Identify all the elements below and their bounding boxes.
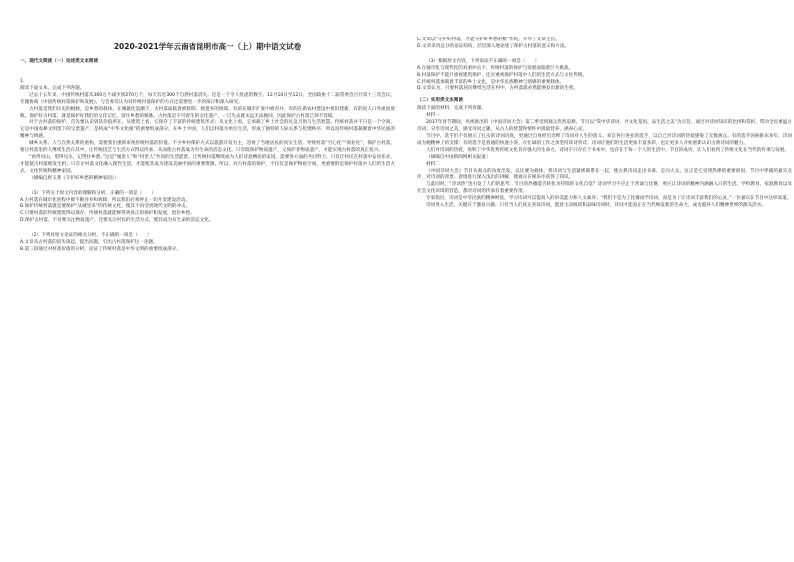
- option: D.文章认为，只要村落居民继续生活在村中，古村落就必然能焕发出新的生机。: [417, 86, 579, 92]
- left-column: [20, 40, 395, 562]
- option: B.村落保护不能只重视建筑保护，还应重视保护村落中人们的生活方式与文化传统。: [417, 72, 587, 78]
- instructions: 阅读下面文本，完成下列各题。: [20, 85, 85, 91]
- passage-paragraph: 对于古村落的保护，首先要认识到其价值所在。从建筑上看，它保存了丰富的传统建筑形式；从文化上看，它承载了乡土社会的礼仪习俗与生活智慧。传统村落并不只是一个空间，它是中国农耕文明留下的宝贵遗产，是构成“中华文化根”的重要组成部分。在乡土中国，人们以村落为单位生活，形成了独特的人际关系与伦理秩序，所以说传统村落凝聚着中华民族的精神与情感。: [20, 120, 395, 140]
- material-paragraph: 人们对诗词的热爱，说明了中华优秀传统文化具有强大的生命力。诗词不只存在于书本中，也存在于每一个人的生活中。节目的成功，让人们看到了传统文化在当代的传承与发展。: [426, 147, 789, 153]
- source-note: （摘编自唐玉著《守护好乡愁的精神家园》）: [29, 175, 119, 181]
- right-column: [417, 37, 792, 562]
- option: D.保护古村落，不仅要关注物质遗产，还要关注村民的生活方式，使其成为有生命的活态文化。: [20, 218, 214, 224]
- material-paragraph: 《中国诗词大会》节目从观众的角度出发，以比赛为载体，将诗词与生活紧密联系在一起，使古典诗词走出书斋、走向大众，这正是它受到热捧的重要原因。节目中穿插的嘉宾点评，对诗词的背景、意境进行深入浅出的讲解，使观众在娱乐中获得了知识。: [417, 168, 792, 181]
- option: A.古村落在城市化进程中被不断吞并和拆除，所以我们必须停止一切开发建设活动。: [20, 197, 190, 203]
- instructions: 阅读下面的材料，完成下列各题。: [417, 106, 486, 112]
- section-heading-1: 一、现代文阅读（一）论述类文本阅读: [20, 59, 99, 64]
- option: C.文章以“守护好村落，才能守护好乡愁的根”作结，升华了文章主旨。: [417, 37, 560, 42]
- option: C.传统村落承载着丰富的乡土文化，是中华民族精神与情感的重要载体。: [417, 79, 565, 85]
- exam-title: 2020-2021学年云南省昆明市高一（上）期中语文试卷: [113, 42, 302, 51]
- material-label: 材料二: [426, 161, 440, 167]
- passage-paragraph: 古村落是我们历史的根脉，是乡愁的载体。在城镇化浪潮下，古村落面临着被拆除、被遗弃的困境，有的在城市扩张中被吞并，有的在新农村建设中拆旧建新，有的因人口外流而衰败。保护好古村落，就是保护好我们的文化记忆，留住乡愁的根脉。古村落是不可再生的文化遗产，一旦失去就永远无法挽回，因此保护古村落已刻不容缓。: [20, 106, 395, 119]
- question-3: （3）根据原文内容，下列说法不正确的一项是（ ）: [426, 58, 540, 64]
- option: A.文章从古村落的消失谈起，提出问题，引出古村落保护这一论题。: [20, 240, 158, 246]
- option: B.第三段通过对村落价值的分析，论证了传统村落是中华文明的重要组成部分。: [20, 246, 181, 252]
- option: B.保护传统村落就是要保护“从城里来”的传统文化，使其不再受到现代文明的冲击。: [20, 204, 191, 210]
- material-paragraph: 2017年春节期间，央视推出的《中国诗词大会》第二季受到观众热烈追捧。节目以“赏中华诗词、寻文化基因、品生活之美”为宗旨，通过对诗词知识的比拼和赏析，带动全民重温古诗词，分享诗词之美，感受诗词之趣，从古人的智慧和情怀中汲取营养，涵养心灵。: [417, 120, 792, 133]
- question-1: （1）下列关于原文内容的理解和分析，正确的一项是（ ）: [29, 190, 156, 196]
- passage-paragraph: 过去十五年来，中国传统村落从360万个减少到270万个，每天有近300个自然村落消失。这是一个令人忧虑的数字。12月10日至12日，全国政协十二届常委会召开第十三次会议，专题协商《中国传统村落保护和发展》，与会委员认为对传统村落保护的方式还需要进一步的探讨和深入研究。: [20, 92, 395, 105]
- question-number: 1.: [20, 79, 25, 84]
- material-paragraph: 节目中，选手们不仅展示了扎实的诗词功底，更通过自身经历诠释了诗词对人生的意义。来自各行各业的选手，以自己对诗词的热爱感染了无数观众。有的选手因病卧床多年，诗词成为她精神上的支撑；有的选手是普通的快递小哥，在忙碌的工作之余坚持读诗背诗。诗词让他们的生活更加丰富多彩，也让更多人开始重新认识古典诗词的魅力。: [417, 133, 792, 146]
- source-note: （摘编自中国新闻网相关报道）: [426, 154, 491, 160]
- passage-paragraph: 城乡关系、人与自然关系的重构，需要我们重新审视传统村落的价值。不少乡村保护方式以旅游开发为主，忽视了当地居民的真实生活，导致村落“空心化”“商业化”。保护古村落，要让村落里的人继续生活在其中，让传统技艺与生活方式得以传承，从而使古村落成为有生命的活态文化。只有既保护物质遗产，又保护非物质遗产，才能实现古村落的真正复兴。: [20, 141, 395, 154]
- option: A.在城市化与现代化的双重冲击下，传统村落的保护与发展面临着巨大挑战。: [417, 65, 574, 71]
- question-2: （2）下列对原文论证的相关分析，不正确的一项是（ ）: [29, 233, 152, 239]
- passage-paragraph: “看得见山，望得见水，记得住乡愁。”这是“城里人”和“村里人”共同的生活愿景。让传统村落继续成为人们诗意栖居的家园，需要各方面的共同努力。只有让村民在村落中安居乐业，才能使古村落焕发生机；只有让村落文化融入现代生活，才能使其成为建设美丽中国的重要资源。所以，对古村落的保护，不仅仅是保护物质空间，更重要的是保护村落中人们的生活方式、文化传统和精神家园。: [20, 154, 395, 174]
- material-paragraph: 诗词进入生活，关键在于激发兴趣。只有当人们真正喜欢诗词，愿意主动阅读和品味诗词时，诗词才能真正在当代焕发新的生命力，成为滋养人们精神世界的源头活水。: [426, 203, 766, 209]
- option: C.只要村落的传统建筑得以保存，传统村落就能够得到真正的保护和发展，留住乡愁。: [20, 211, 195, 217]
- material-label: 材料一: [426, 113, 440, 119]
- material-paragraph: 与此同时，“诗词热”也引发了人们的思考：节目的热播能否转化为持续的文化自觉？诗词学习不应止于背诵与比赛，更应让诗词的精神内涵融入日常生活。学校教育、家庭教育以及社会文化环境的营造，都对诗词的传承有着重要作用。: [417, 182, 792, 195]
- material-paragraph: 专家指出，诗词是中华民族的精神财富，学习诗词可以提高人的审美能力和人文素养。“我们不是为了比赛而学诗词，而是为了让诗词丰富我们的心灵。”一位嘉宾在节目中这样说道。: [426, 196, 792, 202]
- option: D.文章采用总分的论证结构，层层深入地论述了保护古村落的意义和方法。: [417, 43, 570, 49]
- section-heading-2: （二）实用类文本阅读: [417, 98, 463, 104]
